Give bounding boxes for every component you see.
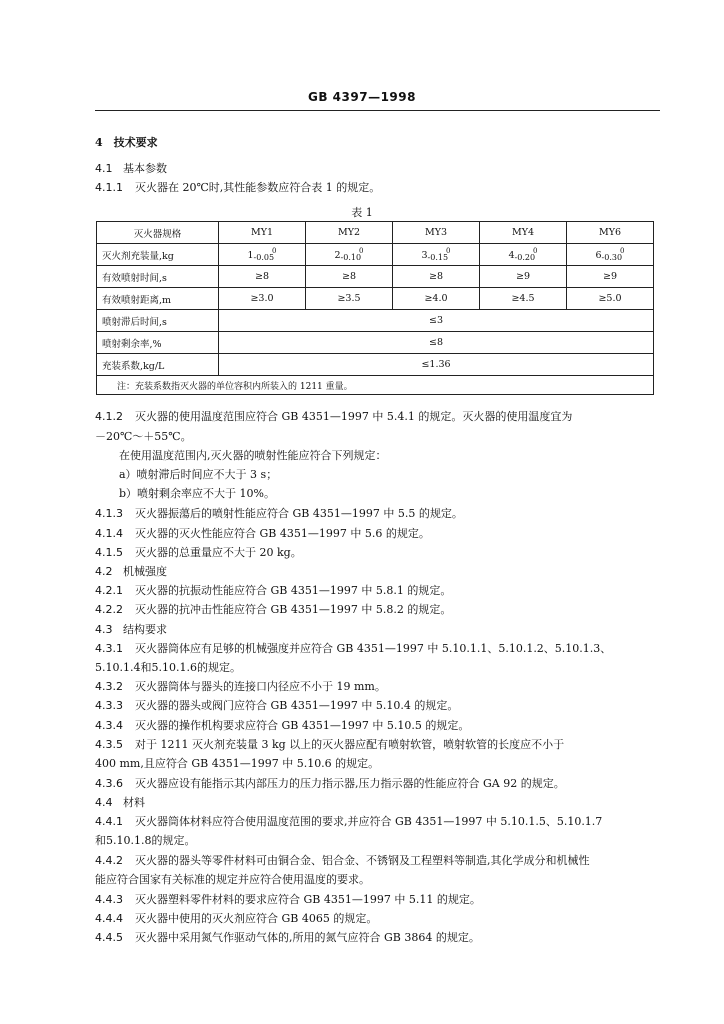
clause-number: 4.1 bbox=[95, 162, 113, 175]
clause-text: 灭火器的操作机构要求应符合 GB 4351—1997 中 5.10.5 的规定。 bbox=[135, 719, 470, 732]
table-header-cell: MY2 bbox=[306, 222, 393, 244]
clause-number: 4.4.4 bbox=[95, 912, 123, 925]
table-cell: $3_{-0.15}^0$ bbox=[393, 244, 480, 266]
clause-text: 灭火器振蕩后的喷射性能应符合 GB 4351—1997 中 5.5 的规定。 bbox=[135, 507, 463, 520]
table-header-cell: MY3 bbox=[393, 222, 480, 244]
clause-4-3-1 bbox=[95, 642, 685, 656]
clause-number: 4.2.1 bbox=[95, 584, 123, 597]
clause-number: 4.3.3 bbox=[95, 699, 123, 712]
clause-4-1-2-intro: 在使用温度范围内,灭火器的喷射性能应符合下列规定： bbox=[119, 449, 387, 462]
clause-4-4-3 bbox=[95, 893, 685, 907]
clause-text: 灭火器的总重量应不大于 20 kg。 bbox=[135, 546, 302, 559]
table-header-row bbox=[97, 222, 654, 244]
clause-4-3 bbox=[95, 623, 685, 637]
clause-4-4-4 bbox=[95, 912, 685, 926]
list-item-b: b）喷射剩余率应不大于 10%。 bbox=[119, 487, 275, 500]
clause-text: 灭火器的抗冲击性能应符合 GB 4351—1997 中 5.8.2 的规定。 bbox=[135, 603, 452, 616]
table-cell: ≥3.5 bbox=[306, 288, 393, 310]
clause-4-4-5 bbox=[95, 931, 685, 945]
clause-number: 4.2 bbox=[95, 565, 113, 578]
table-cell: ≥4.5 bbox=[480, 288, 567, 310]
clause-number: 4.3.5 bbox=[95, 738, 123, 751]
clause-4-2-2 bbox=[95, 603, 685, 617]
clause-text: 灭火器的灭火性能应符合 GB 4351—1997 中 5.6 的规定。 bbox=[135, 527, 430, 540]
table-row bbox=[97, 244, 654, 266]
header-rule bbox=[95, 110, 660, 111]
table-cell-merged: ≤3 bbox=[219, 310, 654, 332]
table-cell: ≥4.0 bbox=[393, 288, 480, 310]
table-header-cell: 灭火器规格 bbox=[97, 222, 219, 244]
row-label: 有效喷射时间,s bbox=[97, 266, 219, 288]
clause-number: 4.4.5 bbox=[95, 931, 123, 944]
clause-4-1 bbox=[95, 162, 685, 176]
clause-number: 4.3.2 bbox=[95, 680, 123, 693]
clause-number: 4.3.1 bbox=[95, 642, 123, 655]
table-row bbox=[97, 288, 654, 310]
clause-title: 机械强度 bbox=[123, 565, 167, 578]
row-label: 喷射剩余率,% bbox=[97, 332, 219, 354]
table-row bbox=[97, 354, 654, 376]
clause-text: 灭火器在 20℃时,其性能参数应符合表 1 的规定。 bbox=[135, 181, 381, 194]
clause-number: 4.4.1 bbox=[95, 815, 123, 828]
clause-title: 材料 bbox=[123, 796, 145, 809]
table-cell: ≥8 bbox=[219, 266, 306, 288]
table-note-row bbox=[97, 376, 654, 395]
clause-4-4-1 bbox=[95, 815, 685, 829]
clause-4-1-2-cont: －20℃～＋55℃。 bbox=[95, 430, 192, 443]
clause-4-3-4 bbox=[95, 719, 685, 733]
clause-4-1-5 bbox=[95, 546, 685, 560]
page-header: GB 4397—1998 bbox=[308, 90, 416, 104]
clause-number: 4.1.3 bbox=[95, 507, 123, 520]
clause-4-3-2 bbox=[95, 680, 685, 694]
table-row bbox=[97, 332, 654, 354]
clause-text: 灭火器的使用温度范围应符合 GB 4351—1997 中 5.4.1 的规定。灭火器的使用温度宜为 bbox=[135, 410, 573, 423]
clause-number: 4.4.2 bbox=[95, 854, 123, 867]
clause-title: 基本参数 bbox=[123, 162, 167, 175]
clause-text: 灭火器的器头等零件材料可由铜合金、铝合金、不锈钢及工程塑料等制造,其化学成分和机械性 bbox=[135, 854, 590, 867]
clause-4-3-5 bbox=[95, 738, 685, 752]
table-cell: ≥8 bbox=[393, 266, 480, 288]
row-label: 有效喷射距离,m bbox=[97, 288, 219, 310]
clause-text: 灭火器塑料零件材料的要求应符合 GB 4351—1997 中 5.11 的规定。 bbox=[135, 893, 481, 906]
clause-4-1-3 bbox=[95, 507, 685, 521]
clause-4-4-2 bbox=[95, 854, 685, 868]
clause-4-4-2-cont: 能应符合国家有关标准的规定并应符合使用温度的要求。 bbox=[95, 873, 370, 886]
clause-number: 4.2.2 bbox=[95, 603, 123, 616]
clause-text: 灭火器的器头或阀门应符合 GB 4351—1997 中 5.10.4 的规定。 bbox=[135, 699, 459, 712]
clause-text: 灭火器中使用的灭火剂应符合 GB 4065 的规定。 bbox=[135, 912, 378, 925]
clause-4-3-6 bbox=[95, 777, 685, 791]
table-cell: ≥3.0 bbox=[219, 288, 306, 310]
clause-4-1-1 bbox=[95, 181, 685, 195]
row-label: 灭火剂充装量,kg bbox=[97, 244, 219, 266]
table-cell: $4_{-0.20}^0$ bbox=[480, 244, 567, 266]
list-item-a: a）喷射滞后时间应不大于 3 s； bbox=[119, 468, 278, 481]
table-row bbox=[97, 266, 654, 288]
table-cell: ≥5.0 bbox=[567, 288, 654, 310]
table-cell: $1_{-0.05}^0$ bbox=[219, 244, 306, 266]
clause-number: 4.3 bbox=[95, 623, 113, 636]
clause-text: 灭火器筒体应有足够的机械强度并应符合 GB 4351—1997 中 5.10.1.1、5.10.1.2、5.10.1.3、 bbox=[135, 642, 612, 655]
table-header-cell: MY1 bbox=[219, 222, 306, 244]
table-cell: $6_{-0.30}^0$ bbox=[567, 244, 654, 266]
clause-number: 4.4 bbox=[95, 796, 113, 809]
clause-4-3-3 bbox=[95, 699, 685, 713]
clause-text: 灭火器应设有能指示其内部压力的压力指示器,压力指示器的性能应符合 GA 92 的规定。 bbox=[135, 777, 565, 790]
table-cell: ≥9 bbox=[480, 266, 567, 288]
clause-4-1-2 bbox=[95, 410, 685, 424]
clause-number: 4.1.4 bbox=[95, 527, 123, 540]
clause-4-2-1 bbox=[95, 584, 685, 598]
table-cell: ≥9 bbox=[567, 266, 654, 288]
row-label: 喷射滞后时间,s bbox=[97, 310, 219, 332]
table-caption: 表 1 bbox=[351, 206, 373, 219]
clause-text: 灭火器筒体材料应符合使用温度范围的要求,并应符合 GB 4351—1997 中 5.10.1.5、5.10.1.7 bbox=[135, 815, 603, 828]
clause-number: 4.1.5 bbox=[95, 546, 123, 559]
clause-number: 4.3.4 bbox=[95, 719, 123, 732]
table-cell: $2_{-0.10}^0$ bbox=[306, 244, 393, 266]
table-row bbox=[97, 310, 654, 332]
clause-number: 4.4.3 bbox=[95, 893, 123, 906]
clause-text: 对于 1211 灭火剂充装量 3 kg 以上的灭火器应配有喷射软管，喷射软管的长度应不小于 bbox=[135, 738, 565, 751]
table-cell-merged: ≤8 bbox=[219, 332, 654, 354]
table-header-cell: MY6 bbox=[567, 222, 654, 244]
clause-4-3-5-cont: 400 mm,且应符合 GB 4351—1997 中 5.10.6 的规定。 bbox=[95, 757, 380, 770]
table-header-cell: MY4 bbox=[480, 222, 567, 244]
clause-4-4-1-cont: 和5.10.1.8的规定。 bbox=[95, 834, 196, 847]
clause-title: 结构要求 bbox=[123, 623, 167, 636]
table-cell: ≥8 bbox=[306, 266, 393, 288]
spec-table bbox=[96, 221, 654, 395]
clause-text: 灭火器的抗振动性能应符合 GB 4351—1997 中 5.8.1 的规定。 bbox=[135, 584, 452, 597]
clause-4-1-4 bbox=[95, 527, 685, 541]
clause-4-4 bbox=[95, 796, 685, 810]
table-cell-merged: ≤1.36 bbox=[219, 354, 654, 376]
clause-number: 4.3.6 bbox=[95, 777, 123, 790]
clause-4-3-1-cont: 5.10.1.4和5.10.1.6的规定。 bbox=[95, 661, 241, 674]
section-title: 4 技术要求 bbox=[95, 136, 158, 149]
clause-text: 灭火器筒体与器头的连接口内径应不小于 19 mm。 bbox=[135, 680, 386, 693]
clause-text: 灭火器中采用氮气作驱动气体的,所用的氮气应符合 GB 3864 的规定。 bbox=[135, 931, 480, 944]
clause-number: 4.1.2 bbox=[95, 410, 123, 423]
table-note: 注：充装系数指灭火器的单位容积内所装入的 1211 重量。 bbox=[97, 376, 654, 395]
clause-4-2 bbox=[95, 565, 685, 579]
row-label: 充装系数,kg/L bbox=[97, 354, 219, 376]
clause-number: 4.1.1 bbox=[95, 181, 123, 194]
